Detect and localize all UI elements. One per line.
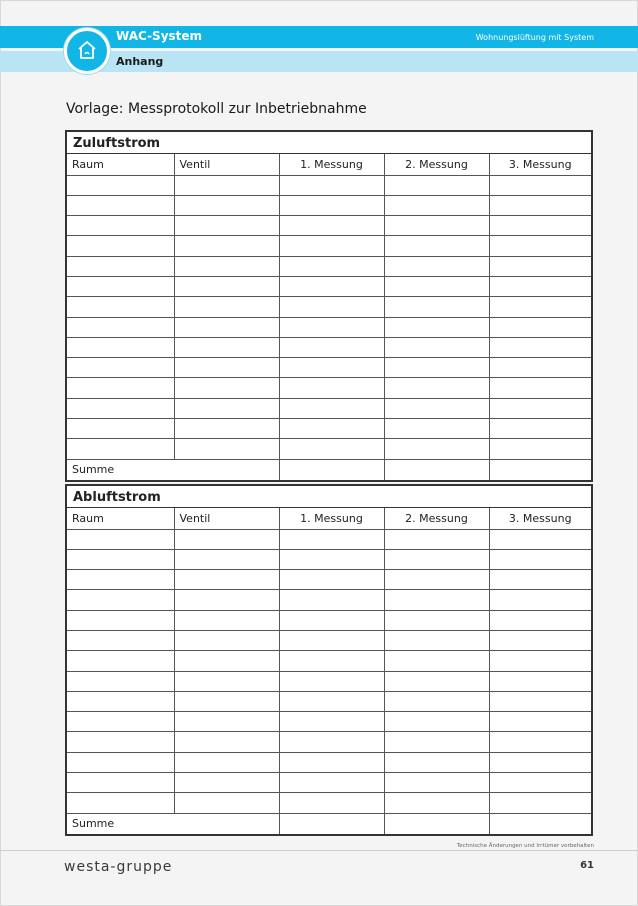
table-row [67,195,591,215]
entry-cell[interactable] [174,651,279,671]
supply-air-grid [67,154,591,480]
entry-cell[interactable] [489,712,591,732]
entry-cell[interactable] [384,773,489,793]
entry-cell[interactable] [489,297,591,317]
page-number: 61 [580,860,594,871]
entry-cell[interactable] [279,610,384,630]
entry-cell[interactable] [489,671,591,691]
table-row [67,175,591,195]
entry-cell[interactable] [67,419,174,439]
column-header: 2. Messung [384,508,489,529]
table-row [67,236,591,256]
entry-cell[interactable] [279,590,384,610]
table-row [67,610,591,630]
entry-cell[interactable] [489,256,591,276]
entry-cell[interactable] [279,773,384,793]
entry-cell[interactable] [384,549,489,569]
entry-cell[interactable] [67,773,174,793]
entry-cell[interactable] [489,630,591,650]
entry-cell[interactable] [279,378,384,398]
entry-cell[interactable] [489,590,591,610]
column-header: 3. Messung [489,508,591,529]
entry-cell[interactable] [384,630,489,650]
column-header-row [67,508,591,529]
supply-air-table [65,130,593,482]
table-row [67,671,591,691]
table-row [67,337,591,357]
entry-cell[interactable] [489,398,591,418]
entry-cell[interactable] [67,337,174,357]
entry-cell[interactable] [174,793,279,813]
entry-cell[interactable] [67,195,174,215]
table-row [67,590,591,610]
entry-cell[interactable] [489,793,591,813]
entry-cell[interactable] [384,358,489,378]
entry-cell[interactable] [279,317,384,337]
table-row [67,276,591,296]
entry-cell[interactable] [67,610,174,630]
entry-cell[interactable] [489,195,591,215]
entry-cell[interactable] [489,439,591,459]
sum-label: Summe [67,459,279,480]
table-row [67,216,591,236]
entry-cell[interactable] [279,529,384,549]
entry-cell[interactable] [489,529,591,549]
entry-cell[interactable] [384,297,489,317]
entry-cell[interactable] [174,610,279,630]
entry-cell[interactable] [489,276,591,296]
entry-cell[interactable] [67,398,174,418]
entry-cell[interactable] [174,195,279,215]
entry-cell[interactable] [67,752,174,772]
entry-cell[interactable] [279,671,384,691]
entry-cell[interactable] [279,297,384,317]
entry-cell[interactable] [174,419,279,439]
entry-cell[interactable] [384,610,489,630]
entry-cell[interactable] [384,398,489,418]
entry-cell[interactable] [67,529,174,549]
entry-cell[interactable] [489,216,591,236]
entry-cell[interactable] [174,752,279,772]
entry-cell[interactable] [174,549,279,569]
entry-cell[interactable] [489,549,591,569]
entry-cell[interactable] [384,712,489,732]
entry-cell[interactable] [489,378,591,398]
entry-cell[interactable] [67,256,174,276]
document-title: Vorlage: Messprotokoll zur Inbetriebnahme [66,101,367,117]
entry-cell[interactable] [384,236,489,256]
entry-cell[interactable] [279,195,384,215]
entry-cell[interactable] [67,276,174,296]
entry-cell[interactable] [279,712,384,732]
entry-cell[interactable] [489,236,591,256]
exhaust-air-table [65,484,593,836]
entry-cell[interactable] [174,358,279,378]
entry-cell[interactable] [384,590,489,610]
sum-cell[interactable] [489,459,591,480]
entry-cell[interactable] [279,419,384,439]
entry-cell[interactable] [384,752,489,772]
table-row [67,439,591,459]
entry-cell[interactable] [67,712,174,732]
table-row [67,398,591,418]
sum-cell[interactable] [384,813,489,834]
entry-cell[interactable] [279,216,384,236]
entry-cell[interactable] [489,752,591,772]
entry-cell[interactable] [174,297,279,317]
entry-cell[interactable] [67,630,174,650]
entry-cell[interactable] [174,256,279,276]
section-label: Anhang [116,55,164,68]
entry-cell[interactable] [279,276,384,296]
table-row [67,317,591,337]
column-header: Ventil [174,154,279,175]
entry-cell[interactable] [279,570,384,590]
entry-cell[interactable] [174,671,279,691]
table-row [67,732,591,752]
entry-cell[interactable] [384,216,489,236]
entry-cell[interactable] [384,195,489,215]
entry-cell[interactable] [174,439,279,459]
sum-cell[interactable] [489,813,591,834]
logo [64,28,110,74]
sum-label: Summe [67,813,279,834]
entry-cell[interactable] [174,378,279,398]
entry-cell[interactable] [67,570,174,590]
entry-cell[interactable] [174,773,279,793]
entry-cell[interactable] [489,317,591,337]
entry-cell[interactable] [384,793,489,813]
sum-cell[interactable] [279,813,384,834]
entry-cell[interactable] [384,439,489,459]
table-row [67,651,591,671]
table-row [67,712,591,732]
table-row [67,773,591,793]
entry-cell[interactable] [174,216,279,236]
column-header: 1. Messung [279,154,384,175]
brand-logo: westa-gruppe [64,859,173,875]
entry-cell[interactable] [384,570,489,590]
table-row [67,752,591,772]
table-row [67,256,591,276]
entry-cell[interactable] [174,691,279,711]
entry-cell[interactable] [67,358,174,378]
entry-cell[interactable] [279,630,384,650]
table-row [67,549,591,569]
disclaimer-note: Technische Änderungen und Irrtümer vorbehalten [456,843,594,849]
column-header-row [67,154,591,175]
column-header: 3. Messung [489,154,591,175]
entry-cell[interactable] [67,793,174,813]
entry-cell[interactable] [279,793,384,813]
entry-cell[interactable] [279,439,384,459]
entry-cell[interactable] [279,337,384,357]
entry-cell[interactable] [489,419,591,439]
entry-cell[interactable] [174,175,279,195]
entry-cell[interactable] [174,570,279,590]
exhaust-air-grid [67,508,591,834]
entry-cell[interactable] [384,529,489,549]
entry-cell[interactable] [489,610,591,630]
entry-cell[interactable] [489,337,591,357]
entry-cell[interactable] [174,590,279,610]
entry-cell[interactable] [489,651,591,671]
sum-cell[interactable] [279,459,384,480]
entry-cell[interactable] [67,378,174,398]
entry-cell[interactable] [67,651,174,671]
table-row [67,529,591,549]
entry-cell[interactable] [174,317,279,337]
entry-cell[interactable] [174,276,279,296]
entry-cell[interactable] [384,337,489,357]
entry-cell[interactable] [67,590,174,610]
entry-cell[interactable] [67,732,174,752]
exhaust-air-heading: Abluftstrom [67,486,591,508]
entry-cell[interactable] [67,317,174,337]
table-row [67,691,591,711]
entry-cell[interactable] [489,691,591,711]
entry-cell[interactable] [174,712,279,732]
entry-cell[interactable] [279,691,384,711]
entry-cell[interactable] [489,773,591,793]
table-row [67,358,591,378]
table-row [67,419,591,439]
entry-cell[interactable] [279,358,384,378]
entry-cell[interactable] [67,216,174,236]
entry-cell[interactable] [279,236,384,256]
sum-row [67,459,591,480]
entry-cell[interactable] [489,175,591,195]
sum-row [67,813,591,834]
supply-air-heading: Zuluftstrom [67,132,591,154]
column-header: Raum [67,508,174,529]
sum-cell[interactable] [384,459,489,480]
entry-cell[interactable] [67,439,174,459]
entry-cell[interactable] [174,337,279,357]
entry-cell[interactable] [279,549,384,569]
column-header: 1. Messung [279,508,384,529]
table-row [67,570,591,590]
entry-cell[interactable] [174,236,279,256]
entry-cell[interactable] [279,752,384,772]
table-row [67,793,591,813]
entry-cell[interactable] [489,358,591,378]
entry-cell[interactable] [384,691,489,711]
entry-cell[interactable] [67,691,174,711]
entry-cell[interactable] [279,732,384,752]
entry-cell[interactable] [489,732,591,752]
entry-cell[interactable] [384,276,489,296]
header-title: WAC-System [116,29,203,43]
entry-cell[interactable] [384,175,489,195]
entry-cell[interactable] [67,549,174,569]
column-header: Ventil [174,508,279,529]
header-tagline: Wohnungslüftung mit System [475,33,594,42]
entry-cell[interactable] [67,236,174,256]
entry-cell[interactable] [279,398,384,418]
entry-cell[interactable] [174,732,279,752]
table-row [67,297,591,317]
entry-cell[interactable] [279,651,384,671]
entry-cell[interactable] [384,256,489,276]
entry-cell[interactable] [279,256,384,276]
entry-cell[interactable] [67,671,174,691]
entry-cell[interactable] [384,651,489,671]
entry-cell[interactable] [384,671,489,691]
entry-cell[interactable] [489,570,591,590]
table-row [67,378,591,398]
footer-divider [0,850,638,851]
entry-cell[interactable] [67,175,174,195]
entry-cell[interactable] [384,317,489,337]
entry-cell[interactable] [384,378,489,398]
column-header: 2. Messung [384,154,489,175]
entry-cell[interactable] [384,732,489,752]
entry-cell[interactable] [174,398,279,418]
table-row [67,630,591,650]
entry-cell[interactable] [67,297,174,317]
column-header: Raum [67,154,174,175]
entry-cell[interactable] [384,419,489,439]
house-icon [76,39,98,61]
entry-cell[interactable] [279,175,384,195]
entry-cell[interactable] [174,529,279,549]
entry-cell[interactable] [174,630,279,650]
